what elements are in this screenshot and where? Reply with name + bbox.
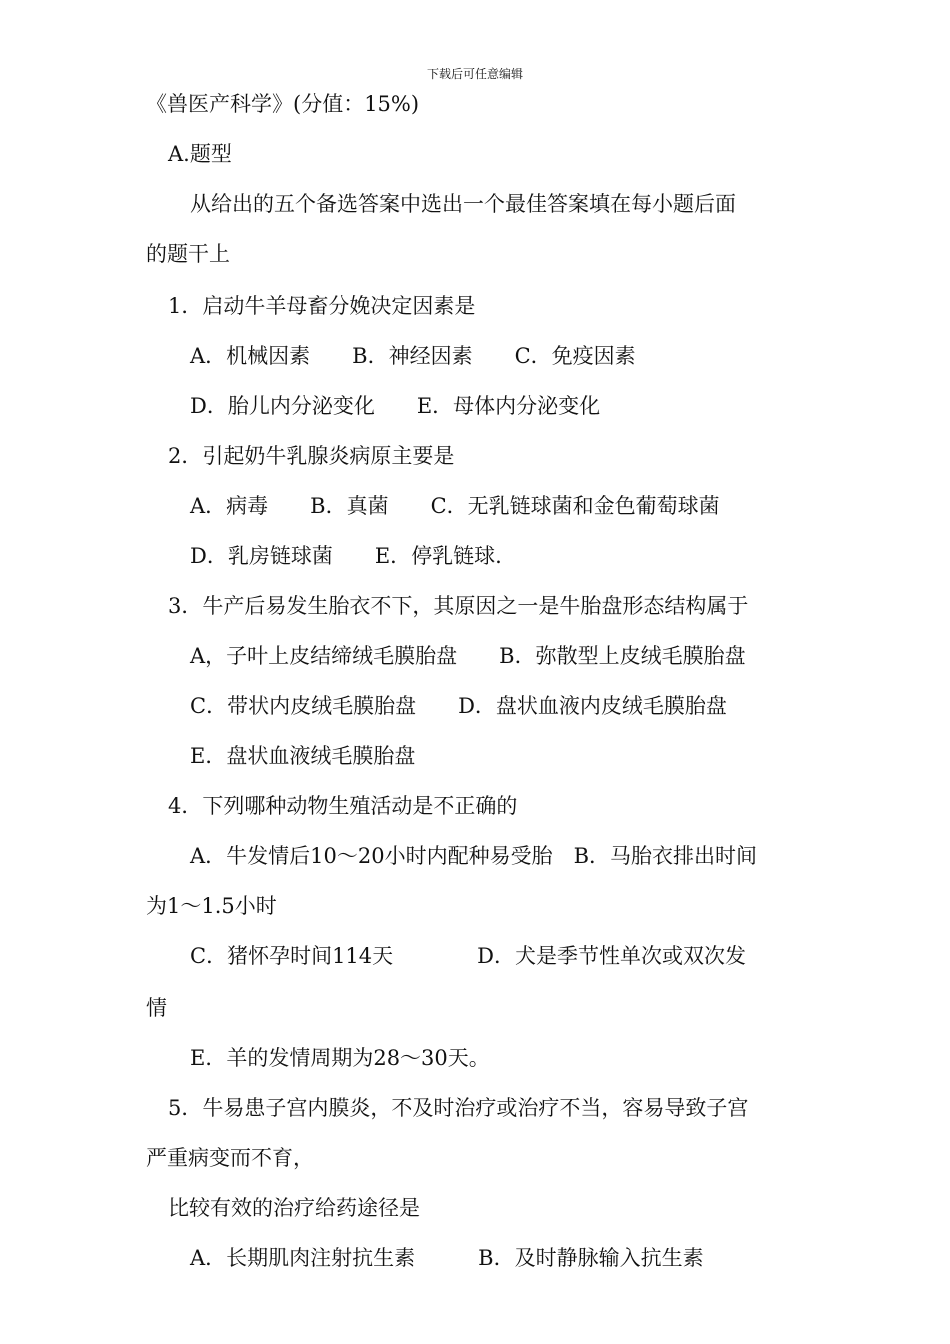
instruction-text-continued: 的题干上 <box>146 242 230 266</box>
question-3-options-c-d: C．带状内皮绒毛膜胎盘 D．盘状血液内皮绒毛膜胎盘 <box>190 694 727 718</box>
question-3: 3．牛产后易发生胎衣不下，其原因之一是牛胎盘形态结构属于 <box>168 594 749 618</box>
instruction-text: 从给出的五个备选答案中选出一个最佳答案填在每小题后面 <box>190 192 736 216</box>
question-1-options-a-c: A．机械因素 B．神经因素 C．免疫因素 <box>190 344 636 368</box>
question-2-options-d-e: D．乳房链球菌 E．停乳链球. <box>190 544 502 568</box>
section-heading: A.题型 <box>168 142 232 166</box>
question-2: 2．引起奶牛乳腺炎病原主要是 <box>168 444 455 468</box>
question-5-prompt: 比较有效的治疗给药途径是 <box>168 1196 420 1220</box>
header-note: 下载后可任意编辑 <box>426 67 523 81</box>
question-4-option-d-continued: 情 <box>146 996 167 1020</box>
question-4-options-c-d: C．猪怀孕时间114天 D．犬是季节性单次或双次发 <box>190 944 746 968</box>
question-3-option-e: E．盘状血液绒毛膜胎盘 <box>190 744 416 768</box>
question-4-option-b-continued: 为1～1.5小时 <box>146 894 277 918</box>
question-4-options-a-b: A．牛发情后10～20小时内配种易受胎 B．马胎衣排出时间 <box>190 844 758 868</box>
question-1: 1．启动牛羊母畜分娩决定因素是 <box>168 294 476 318</box>
question-4-option-e: E．羊的发情周期为28～30天。 <box>190 1046 490 1070</box>
question-5: 5．牛易患子宫内膜炎，不及时治疗或治疗不当，容易导致子宫 <box>168 1096 749 1120</box>
document-title: 《兽医产科学》(分值：15%) <box>146 92 420 116</box>
question-5-options-a-b: A．长期肌肉注射抗生素 B．及时静脉输入抗生素 <box>190 1246 704 1270</box>
question-2-options-a-c: A．病毒 B．真菌 C．无乳链球菌和金色葡萄球菌 <box>190 494 720 518</box>
question-3-options-a-b: A，子叶上皮结缔绒毛膜胎盘 B．弥散型上皮绒毛膜胎盘 <box>190 644 746 668</box>
question-5-continued: 严重病变而不育， <box>146 1146 314 1170</box>
question-4: 4．下列哪种动物生殖活动是不正确的 <box>168 794 518 818</box>
question-1-options-d-e: D．胎儿内分泌变化 E．母体内分泌变化 <box>190 394 601 418</box>
